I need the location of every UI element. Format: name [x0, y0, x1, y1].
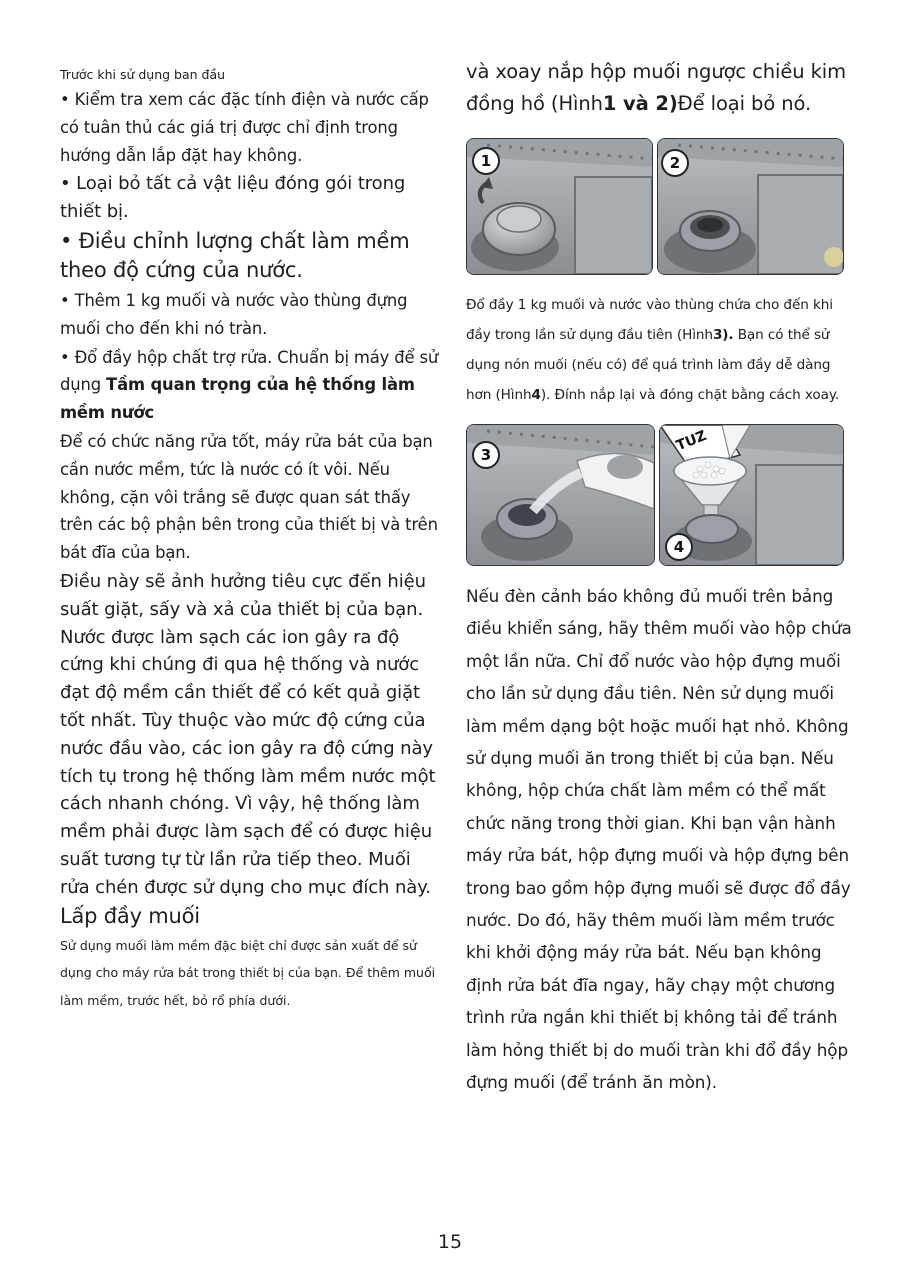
right-column	[466, 56, 856, 1099]
section-heading: Trước khi sử dụng ban đầu	[60, 67, 226, 82]
salt-warning-paragraph: Nếu đèn cảnh báo không đủ muối trên bảng điều khiển sáng, hãy thêm muối vào hộp chứa một lần nữa. Chỉ đổ nước vào hộp đựng muối cho lần sử dụng đầu tiên. Nên sử dụng muối làm mềm dạng bột hoặc muối hạt nhỏ. Không sử dụng muối ăn trong thiết bị của bạn. Nếu không, hộp chứa chất làm mềm có thể mất chức năng trong thời gian. Khi bạn vận hành máy rửa bát, hộp đựng muối và hộp đựng bên trong bao gồm hộp đựng muối sẽ được đổ đầy nước. Do đó, hãy thêm muối làm mềm trước khi khởi động máy rửa bát. Nếu bạn không định rửa bát đĩa ngay, hãy chạy một chương trình rửa ngắn khi thiết bị không tải để tránh làm hỏng thiết bị do muối tràn khi đổ đầy hộp đựng muối (để tránh ăn mòn).	[466, 586, 852, 1093]
figure-1-number: 1	[472, 147, 500, 175]
figure-ref-3: 3).	[712, 327, 734, 343]
bullet-check-electrical: • Kiểm tra xem các đặc tính điện và nước cấp có tuân thủ các giá trị được chỉ định trong hướng dẫn lắp đặt hay không.	[60, 90, 429, 165]
bullet-adjust-softener: • Điều chỉnh lượng chất làm mềm theo độ cứng của nước.	[60, 228, 410, 282]
figure-2-number: 2	[661, 149, 689, 177]
salt-filling-heading: Lấp đầy muối	[60, 903, 200, 928]
bullet-fill-rinse-aid	[60, 344, 445, 427]
bullet-add-salt: • Thêm 1 kg muối và nước vào thùng đựng muối cho đến khi nó tràn.	[60, 290, 408, 338]
left-column	[60, 64, 445, 1015]
figure-1	[466, 138, 653, 275]
figures-3-4	[466, 424, 856, 566]
salt-filling-paragraph: Sử dụng muối làm mềm đặc biệt chỉ được sản xuất để sử dụng cho máy rửa bát trong thiết bị của bạn. Để thêm muối làm mềm, trước hết, bỏ rổ phía dưới.	[60, 937, 436, 1009]
remove-cap-text-c: Để loại bỏ nó.	[677, 92, 812, 115]
salt-package-label: TUZ	[674, 427, 709, 455]
figure-ref-1-2: 1 và 2)	[602, 92, 678, 115]
fill-salt-caption	[466, 290, 856, 410]
fill-salt-caption-e: ). Đính nắp lại và đóng chặt bằng cách xoay.	[540, 387, 840, 403]
remove-cap-text-a: và xoay nắp hộp muối ngược chiều kim đồng hồ (Hình	[466, 60, 847, 115]
softener-paragraph-2: Điều này sẽ ảnh hưởng tiêu cực đến hiệu suất giặt, sấy và xả của thiết bị của bạn. Nước được làm sạch các ion gây ra độ cứng khi chúng đi qua hệ thống và nước đạt độ mềm cần thiết để có kết quả giặt tốt nhất. Tùy thuộc vào mức độ cứng của nước đầu vào, các ion gây ra độ cứng này tích tụ trong hệ thống làm mềm nước một cách nhanh chóng. Vì vậy, hệ thống làm mềm phải được làm sạch để có được hiệu suất tương tự từ lần rửa tiếp theo. Muối rửa chén được sử dụng cho mục đích này.	[60, 570, 436, 898]
figure-4-number: 4	[665, 533, 693, 561]
softener-importance-heading: Tầm quan trọng của hệ thống làm mềm nước	[60, 375, 415, 423]
figures-1-2	[466, 138, 856, 275]
remove-cap-instruction	[466, 56, 856, 120]
figure-3-number: 3	[472, 441, 500, 469]
bullet-remove-packaging: • Loại bỏ tất cả vật liệu đóng gói trong thiết bị.	[60, 173, 406, 223]
fill-salt-caption-c: Bạn có thể sử dụng nón muối (nếu có) để quá trình làm đầy dễ dàng hơn (Hình	[466, 327, 831, 403]
figure-2	[657, 138, 844, 275]
figure-ref-4: 4	[531, 387, 541, 403]
fill-salt-caption-a: Đổ đầy 1 kg muối và nước vào thùng chứa cho đến khi đầy trong lần sử dụng đầu tiên (Hình	[466, 297, 833, 343]
softener-paragraph-1: Để có chức năng rửa tốt, máy rửa bát của bạn cần nước mềm, tức là nước có ít vôi. Nếu không, cặn vôi trắng sẽ được quan sát thấy trên các bộ phận bên trong của thiết bị và trên bát đĩa của bạn.	[60, 431, 438, 563]
page-number: 15	[437, 1231, 463, 1253]
figure-3	[466, 424, 655, 566]
bullet-fill-rinse-aid-text: • Đổ đầy hộp chất trợ rửa. Chuẩn bị máy để sử dụng	[60, 347, 439, 395]
figure-4	[659, 424, 844, 566]
